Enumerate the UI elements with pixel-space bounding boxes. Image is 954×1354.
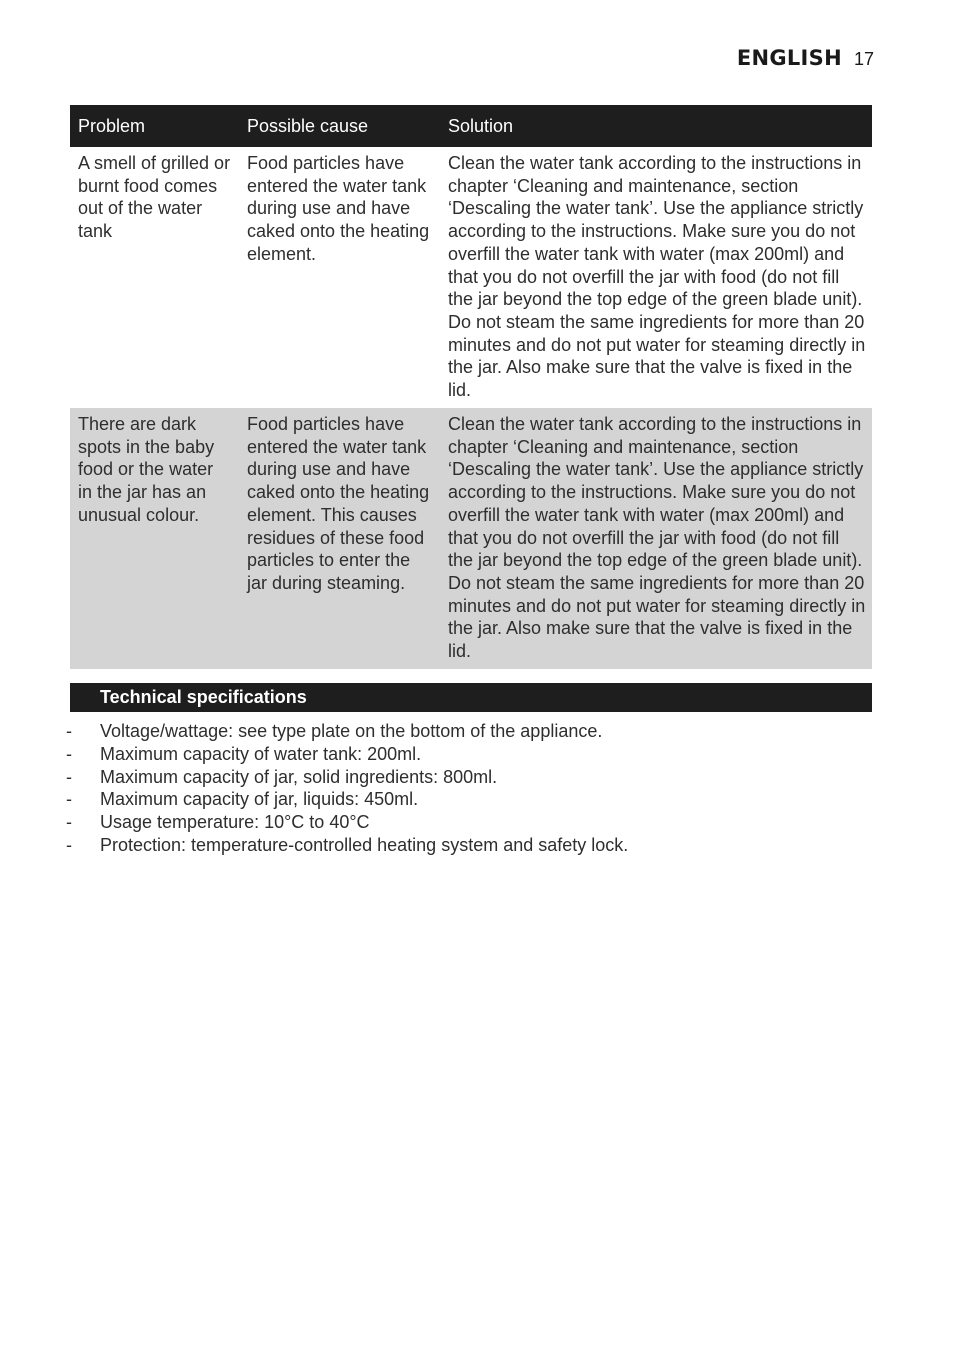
list-item xyxy=(66,811,872,834)
spec-text: Maximum capacity of jar, liquids: 450ml. xyxy=(100,789,419,810)
section-heading-bar xyxy=(70,683,872,712)
problem-cell: A smell of grilled or burnt food comes out of the water tank xyxy=(78,153,231,242)
list-bullet: - xyxy=(66,812,72,833)
specifications-list xyxy=(66,720,872,857)
table-header-row xyxy=(70,105,872,147)
table-row xyxy=(70,147,872,408)
section-title-technical-specifications: Technical specifications xyxy=(100,687,307,707)
list-bullet: - xyxy=(66,743,72,764)
cause-cell: Food particles have entered the water tank during use and have caked onto the heating element. This causes residues of these food particles to enter the jar during steaming. xyxy=(239,408,440,669)
list-bullet: - xyxy=(66,789,72,810)
page-header xyxy=(737,46,874,70)
list-item xyxy=(66,720,872,743)
list-bullet: - xyxy=(66,834,72,855)
table-row xyxy=(70,408,872,669)
column-header-problem: Problem xyxy=(70,105,239,147)
list-item xyxy=(66,766,872,789)
spec-text: Maximum capacity of water tank: 200ml. xyxy=(100,743,422,764)
list-item xyxy=(66,834,872,857)
column-header-possible-cause: Possible cause xyxy=(239,105,440,147)
list-bullet: - xyxy=(66,766,72,787)
solution-cell: Clean the water tank according to the instructions in chapter ‘Cleaning and maintenance, section ‘Descaling the water tank’. Use the appliance strictly according to the instructions. Make sure you do not overfill the water tank with water (max 200ml) and that you do not overfill the jar with food (do not fill the jar beyond the top edge of the green blade unit). Do not steam the same ingredients for more than 20 minutes and do not put water for steaming directly in the jar. Also make sure that the valve is fixed in the lid. xyxy=(440,408,872,669)
troubleshooting-table xyxy=(70,105,872,669)
spec-text: Voltage/wattage: see type plate on the bottom of the appliance. xyxy=(100,721,603,741)
spec-text: Protection: temperature-controlled heating system and safety lock. xyxy=(100,834,629,855)
column-header-solution: Solution xyxy=(440,105,872,147)
list-bullet: - xyxy=(66,721,72,741)
page-number: 17 xyxy=(853,49,874,69)
cause-cell: Food particles have entered the water tank during use and have caked onto the heating element. xyxy=(247,153,430,264)
page-language-label: ENGLISH xyxy=(736,46,842,70)
spec-text: Usage temperature: 10°C to 40°C xyxy=(100,812,370,833)
spec-text: Maximum capacity of jar, solid ingredients: 800ml. xyxy=(100,766,498,787)
problem-cell: There are dark spots in the baby food or the water in the jar has an unusual colour. xyxy=(70,408,239,669)
solution-cell: Clean the water tank according to the instructions in chapter ‘Cleaning and maintenance, section ‘Descaling the water tank’. Use the appliance strictly according to the instructions. Make sure you do not overfill the water tank with water (max 200ml) and that you do not overfill the jar with food (do not fill the jar beyond the top edge of the green blade unit). Do not steam the same ingredients for more than 20 minutes and do not put water for steaming directly in the jar. Also make sure that the valve is fixed in the lid. xyxy=(448,153,866,401)
list-item xyxy=(66,788,872,811)
list-item xyxy=(66,743,872,766)
